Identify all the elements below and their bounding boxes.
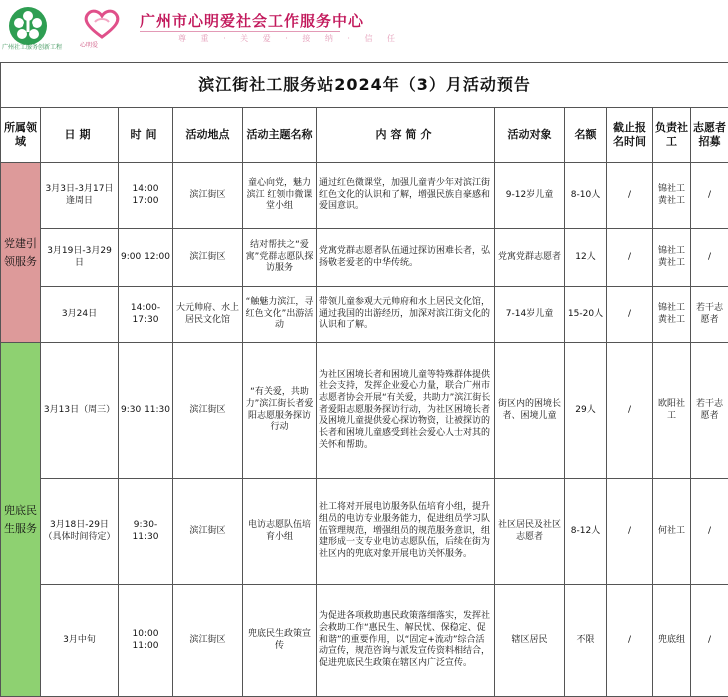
- table-row: [1, 479, 728, 585]
- column-header: 负责社工: [653, 108, 691, 163]
- column-header: 内容简介: [317, 108, 495, 163]
- cell-theme: “有关爱，共助力”滨江街长者爱阳志愿服务探访行动: [243, 343, 317, 479]
- cell-time: 14:00-17:30: [119, 287, 173, 343]
- cell-target: 社区居民及社区志愿者: [495, 479, 565, 585]
- cell-intro: 带领儿童参观大元帅府和水上居民文化馆，通过我国的出游经历，加深对滨江街文化的认识和了解。: [317, 287, 495, 343]
- cell-volunteer: 若干志愿者: [691, 343, 728, 479]
- cell-deadline: /: [607, 479, 653, 585]
- page-header: [0, 0, 728, 60]
- cell-deadline: /: [607, 585, 653, 697]
- cell-theme: 电访志愿队伍培育小组: [243, 479, 317, 585]
- cell-intro: 社工将对开展电访服务队伍培育小组，提升组员的电访专业服务能力，促进组员学习队伍管理规范，增强组员的规范服务意识，组建形成一支专业电访志愿队伍，后续在街为社区内的兜底对象开展电访关怀服务。: [317, 479, 495, 585]
- cell-location: 滨江街区: [173, 163, 243, 229]
- cell-date: 3月中旬: [41, 585, 119, 697]
- cell-theme: 结对帮扶之“爱寓”党群志愿队探访服务: [243, 229, 317, 287]
- column-header: 活动对象: [495, 108, 565, 163]
- cell-worker: 何社工: [653, 479, 691, 585]
- cell-quota: 8-12人: [565, 479, 607, 585]
- cell-location: 滨江街区: [173, 585, 243, 697]
- logo1-caption: 广州社工服务创新工程: [2, 42, 62, 51]
- cell-date: 3月18日-29日（具体时间待定）: [41, 479, 119, 585]
- table-row: [1, 585, 728, 697]
- flower-emblem-icon: [8, 6, 48, 46]
- cell-intro: 为社区困境长者和困境儿童等特殊群体提供社会支持，发挥企业爱心力量，联合广州市志愿者协会开展“有关爱，共助力”滨江街长者爱阳志愿服务探访行动，为社区困境长者及困境儿童提供爱心探访物资，让被探访的长者和困境儿童感受到社会爱心人士对其的关怀和帮助。: [317, 343, 495, 479]
- cell-time: 9:00 12:00: [119, 229, 173, 287]
- cell-volunteer: /: [691, 229, 728, 287]
- cell-intro: 党寓党群志愿者队伍通过探访困难长者，弘扬敬老爱老的中华传统。: [317, 229, 495, 287]
- logo2-caption: 心明爱: [80, 40, 98, 49]
- column-header: 所属领域: [1, 108, 41, 163]
- column-header: 时间: [119, 108, 173, 163]
- column-header: 活动地点: [173, 108, 243, 163]
- column-header: 日期: [41, 108, 119, 163]
- category-party-building: 党建引领服务: [1, 163, 41, 343]
- cell-volunteer: 若干志愿者: [691, 287, 728, 343]
- heart-logo-icon: [80, 6, 124, 40]
- cell-quota: 8-10人: [565, 163, 607, 229]
- cell-intro: 通过红色微课堂，加强儿童青少年对滨江街红色文化的认识和了解，增强民族自豪感和爱国意识。: [317, 163, 495, 229]
- cell-target: 辖区居民: [495, 585, 565, 697]
- cell-worker: 锦社工 黄社工: [653, 287, 691, 343]
- cell-date: 3月19日-3月29日: [41, 229, 119, 287]
- cell-target: 9-12岁儿童: [495, 163, 565, 229]
- column-header: 截止报名时间: [607, 108, 653, 163]
- cell-worker: 锦社工 黄社工: [653, 163, 691, 229]
- cell-quota: 12人: [565, 229, 607, 287]
- cell-theme: 兜底民生政策宣传: [243, 585, 317, 697]
- table-row: [1, 229, 728, 287]
- cell-quota: 29人: [565, 343, 607, 479]
- cell-location: 大元帅府、水上居民文化馆: [173, 287, 243, 343]
- cell-location: 滨江街区: [173, 229, 243, 287]
- cell-quota: 15-20人: [565, 287, 607, 343]
- table-row: [1, 287, 728, 343]
- cell-theme: “触魅力滨江，寻红色文化”出游活动: [243, 287, 317, 343]
- cell-deadline: /: [607, 229, 653, 287]
- cell-deadline: /: [607, 163, 653, 229]
- cell-target: 街区内的困境长者、困境儿童: [495, 343, 565, 479]
- activity-schedule-table: [0, 62, 728, 697]
- cell-location: 滨江街区: [173, 479, 243, 585]
- cell-intro: 为促进各项救助惠民政策落细落实，发挥社会救助工作“惠民生、解民忧、保稳定、促和谐”的重要作用，以“固定+流动”综合活动宣传，规范咨询与派发宣传资料相结合，促进兜底民生政策在辖区内广泛宣传。: [317, 585, 495, 697]
- cell-quota: 不限: [565, 585, 607, 697]
- cell-time: 9:30-11:30: [119, 479, 173, 585]
- cell-deadline: /: [607, 287, 653, 343]
- table-row: [1, 343, 728, 479]
- cell-time: 14:00 17:00: [119, 163, 173, 229]
- table-row: [1, 163, 728, 229]
- cell-volunteer: /: [691, 585, 728, 697]
- cell-target: 7-14岁儿童: [495, 287, 565, 343]
- category-livelihood: 兜底民生服务: [1, 343, 41, 697]
- cell-volunteer: /: [691, 479, 728, 585]
- cell-time: 9:30 11:30: [119, 343, 173, 479]
- cell-target: 党寓党群志愿者: [495, 229, 565, 287]
- cell-date: 3月24日: [41, 287, 119, 343]
- cell-time: 10:00 11:00: [119, 585, 173, 697]
- organization-motto: 尊 重 · 关 爱 · 接 纳 · 信 任: [178, 33, 401, 44]
- cell-date: 3月3日-3月17日 逢周日: [41, 163, 119, 229]
- page-title: 滨江街社工服务站2024年（3）月活动预告: [1, 63, 728, 108]
- column-header: 志愿者招募: [691, 108, 728, 163]
- column-header: 活动主题名称: [243, 108, 317, 163]
- cell-theme: 童心向党，魅力滨江 红领巾微课堂小组: [243, 163, 317, 229]
- cell-location: 滨江街区: [173, 343, 243, 479]
- cell-deadline: /: [607, 343, 653, 479]
- cell-worker: 锦社工 黄社工: [653, 229, 691, 287]
- cell-worker: 兜底组: [653, 585, 691, 697]
- cell-worker: 欧阳社工: [653, 343, 691, 479]
- organization-divider: [140, 31, 340, 32]
- cell-date: 3月13日（周三）: [41, 343, 119, 479]
- column-header: 名额: [565, 108, 607, 163]
- table-header-row: [1, 108, 728, 163]
- cell-volunteer: /: [691, 163, 728, 229]
- organization-name: 广州市心明爱社会工作服务中心: [140, 10, 364, 31]
